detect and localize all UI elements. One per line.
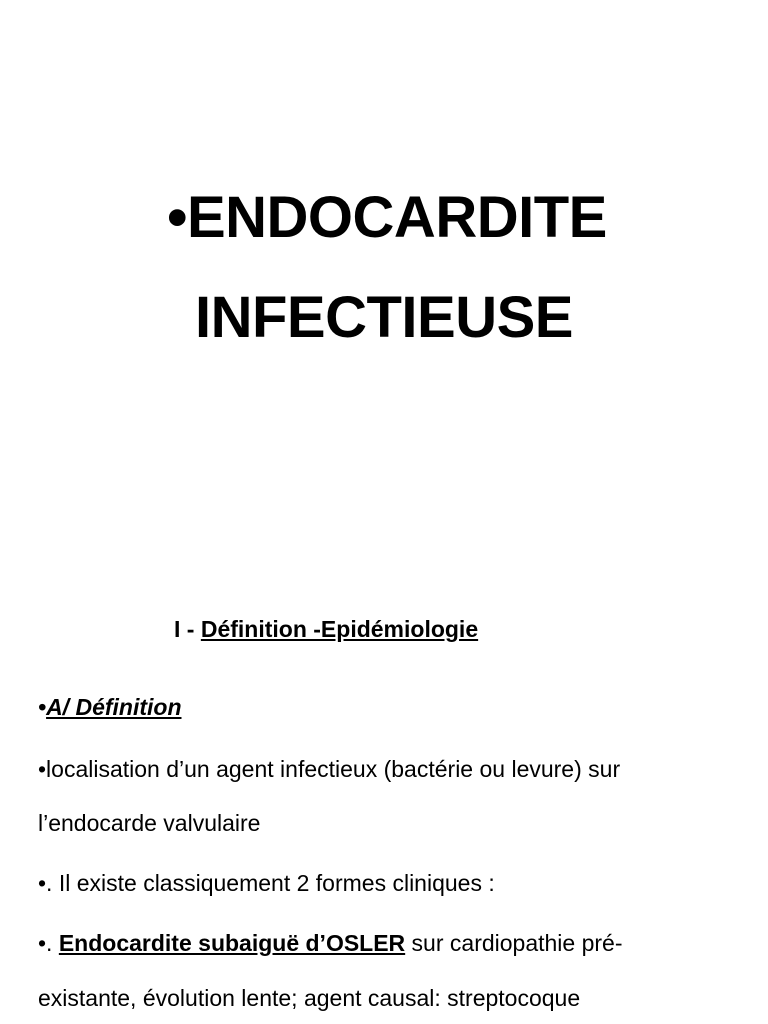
body-line-4-prefix: •. [38, 930, 59, 956]
body-line-4-rest: sur cardiopathie pré- [405, 930, 623, 956]
section-heading [174, 616, 478, 643]
body-line-3: •. Il existe classiquement 2 formes cliniques : [38, 870, 495, 896]
document-title [0, 168, 768, 368]
body-line-4 [38, 928, 623, 958]
title-line-1: •ENDOCARDITE [167, 185, 607, 250]
section-title: Définition -Epidémiologie [200, 616, 479, 642]
section-number: I - [174, 616, 201, 642]
title-line-2: INFECTIEUSE [195, 285, 573, 350]
subsection-bullet: • [38, 694, 47, 720]
subsection-heading [38, 692, 182, 722]
body-line-5: existante, évolution lente; agent causal: streptocoque [38, 985, 581, 1011]
subsection-label: A/ Définition [46, 694, 182, 720]
body-line-2: l’endocarde valvulaire [38, 810, 261, 836]
osler-term: Endocardite subaiguë d’OSLER [58, 930, 406, 956]
body-line-1: •localisation d’un agent infectieux (bactérie ou levure) sur [38, 756, 621, 782]
